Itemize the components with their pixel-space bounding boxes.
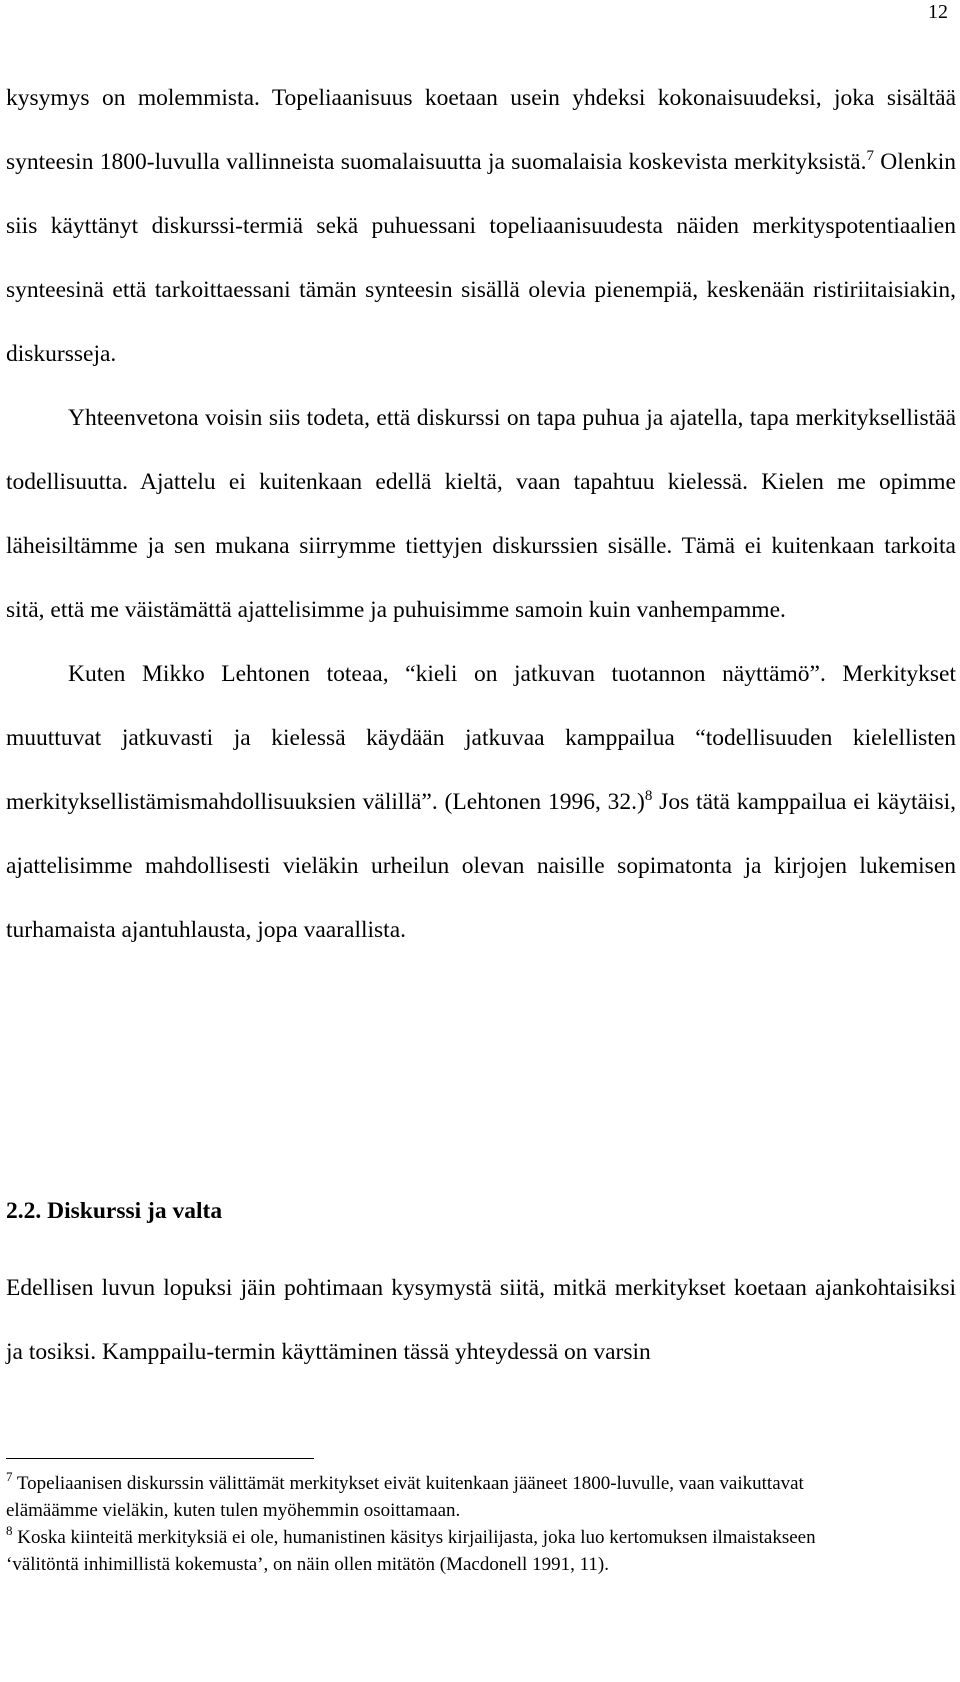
footnotes <box>6 1470 886 1578</box>
page-number: 12 <box>928 1 948 23</box>
section-heading: 2.2. Diskurssi ja valta <box>6 1198 223 1224</box>
footnote-separator <box>6 1458 314 1459</box>
footnote-number: 8 <box>6 1523 13 1538</box>
paragraph <box>6 66 956 386</box>
paragraph <box>6 386 956 642</box>
paragraph-text: kysymys on molemmista. Topeliaanisuus koetaan usein yhdeksi kokonaisuudeksi, joka sisältää synteesin 1800-luvulla vallinneista suomalaisuutta ja suomalaisia koskevista merkityksistä. <box>6 85 956 175</box>
footnote <box>6 1524 886 1578</box>
footnote-reference: 8 <box>644 788 653 804</box>
paragraph-text: Jos tätä kamppailua ei käytäisi, ajattelisimme mahdollisesti vieläkin urheilun olevan naisille sopimatonta ja kirjojen lukemisen turhamaista ajantuhlausta, jopa vaarallista. <box>6 789 957 943</box>
paragraph <box>6 1256 956 1384</box>
paragraph-text: Olenkin siis käyttänyt diskurssi-termiä sekä puhuessani topeliaanisuudesta näiden merkityspotentiaalien synteesinä että tarkoittaessani tämän synteesin sisällä olevia pienempiä, keskenään ristiriitaisiakin, diskursseja. <box>6 149 956 367</box>
footnote-number: 7 <box>6 1469 13 1484</box>
paragraph-text: Yhteenvetona voisin siis todeta, että diskurssi on tapa puhua ja ajatella, tapa merkityksellistää todellisuutta. Ajattelu ei kuitenkaan edellä kieltä, vaan tapahtuu kielessä. Kielen me opimme läheisiltämme ja sen mukana siirrymme tiettyjen diskurssien sisälle. Tämä ei kuitenkaan tarkoita sitä, että me väistämättä ajattelisimme ja puhuisimme samoin kuin vanhempamme. <box>6 405 956 623</box>
footnote <box>6 1470 886 1524</box>
footnote-reference: 7 <box>866 148 874 164</box>
footnote-text: Topeliaanisen diskurssin välittämät merkitykset eivät kuitenkaan jääneet 1800-luvulle, vaan vaikuttavat elämäämme vieläkin, kuten tulen myöhemmin osoittamaan. <box>6 1473 804 1521</box>
paragraph <box>6 642 956 962</box>
main-text <box>6 66 956 962</box>
footnote-text: Koska kiinteitä merkityksiä ei ole, humanistinen käsitys kirjailijasta, joka luo kertomuksen ilmaistakseen ‘välitöntä inhimillistä kokemusta’, on näin ollen mitätön (Macdonell 1991, 11). <box>6 1527 816 1575</box>
paragraph-text: Kuten Mikko Lehtonen toteaa, “kieli on jatkuvan tuotannon näyttämö”. Merkitykset muuttuvat jatkuvasti ja kielessä käydään jatkuvaa kamppailua “todellisuuden kielellisten merkityksellistämismahdollisuuksien välillä”. (Lehtonen 1996, 32.) <box>6 661 956 815</box>
section-text <box>6 1256 956 1384</box>
paragraph-text: Edellisen luvun lopuksi jäin pohtimaan kysymystä siitä, mitkä merkitykset koetaan ajankohtaisiksi ja tosiksi. Kamppailu-termin käyttäminen tässä yhteydessä on varsin <box>6 1275 956 1365</box>
